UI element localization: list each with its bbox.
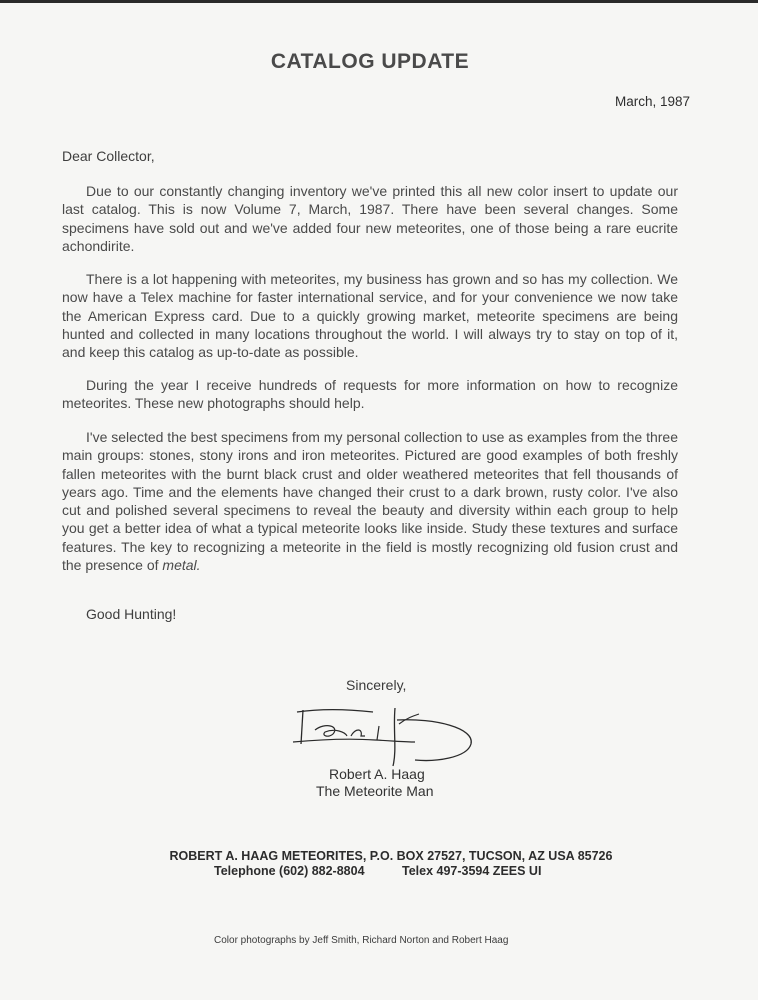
italic-word-metal: metal. [162, 557, 201, 574]
handwritten-signature-icon [285, 700, 485, 770]
company-telephone: Telephone (602) 882-8804 [214, 864, 365, 878]
photo-credits: Color photographs by Jeff Smith, Richard Norton and Robert Haag [214, 935, 509, 946]
company-telex: Telex 497-3594 ZEES UI [402, 864, 542, 878]
closing-line: Good Hunting! [86, 606, 177, 622]
page-title: CATALOG UPDATE [270, 50, 470, 73]
company-address: ROBERT A. HAAG METEORITES, P.O. BOX 27527, TUCSON, AZ USA 85726 [169, 849, 613, 863]
paragraph-3: During the year I receive hundreds of requests for more information on how to recognize meteorites. These new photographs should help. [62, 377, 678, 412]
top-edge-rule [0, 0, 758, 3]
salutation: Dear Collector, [62, 148, 155, 164]
signer-title: The Meteorite Man [316, 783, 434, 799]
paragraph-2: There is a lot happening with meteorites, my business has grown and so has my collection. We now have a Telex machine for faster international service, and for your convenience we now take the American Express card. Due to a quickly growing market, meteorite specimens are being hunted and collected in many locations throughout the world. I will always try to stay on top of it, and keep this catalog as up-to-date as possible. [62, 271, 678, 361]
paragraph-4-text: I've selected the best specimens from my personal collection to use as examples from the three main groups: stones, stony irons and iron meteorites. Pictured are good examples of both freshly fallen meteorites with the burnt black crust and older weathered meteorites that fell thousands of years ago. Time and the elements have changed their crust to a dark brown, rusty color. I've also cut and polished several specimens to reveal the beauty and diversity within each group to help you get a better idea of what a typical meteorite looks like inside. Study these textures and surface features. The key to recognizing a meteorite in the field is mostly recognizing old fusion crust and the presence of [62, 429, 678, 574]
sign-off: Sincerely, [346, 677, 407, 693]
paragraph-1: Due to our constantly changing inventory we've printed this all new color insert to update our last catalog. This is now Volume 7, March, 1987. There have been several changes. Some specimens have sold out and we've added four new meteorites, one of those being a rare eucrite achondirite. [62, 183, 678, 254]
letter-date: March, 1987 [614, 94, 690, 109]
signer-name: Robert A. Haag [329, 766, 425, 782]
paragraph-4 [62, 428, 678, 574]
